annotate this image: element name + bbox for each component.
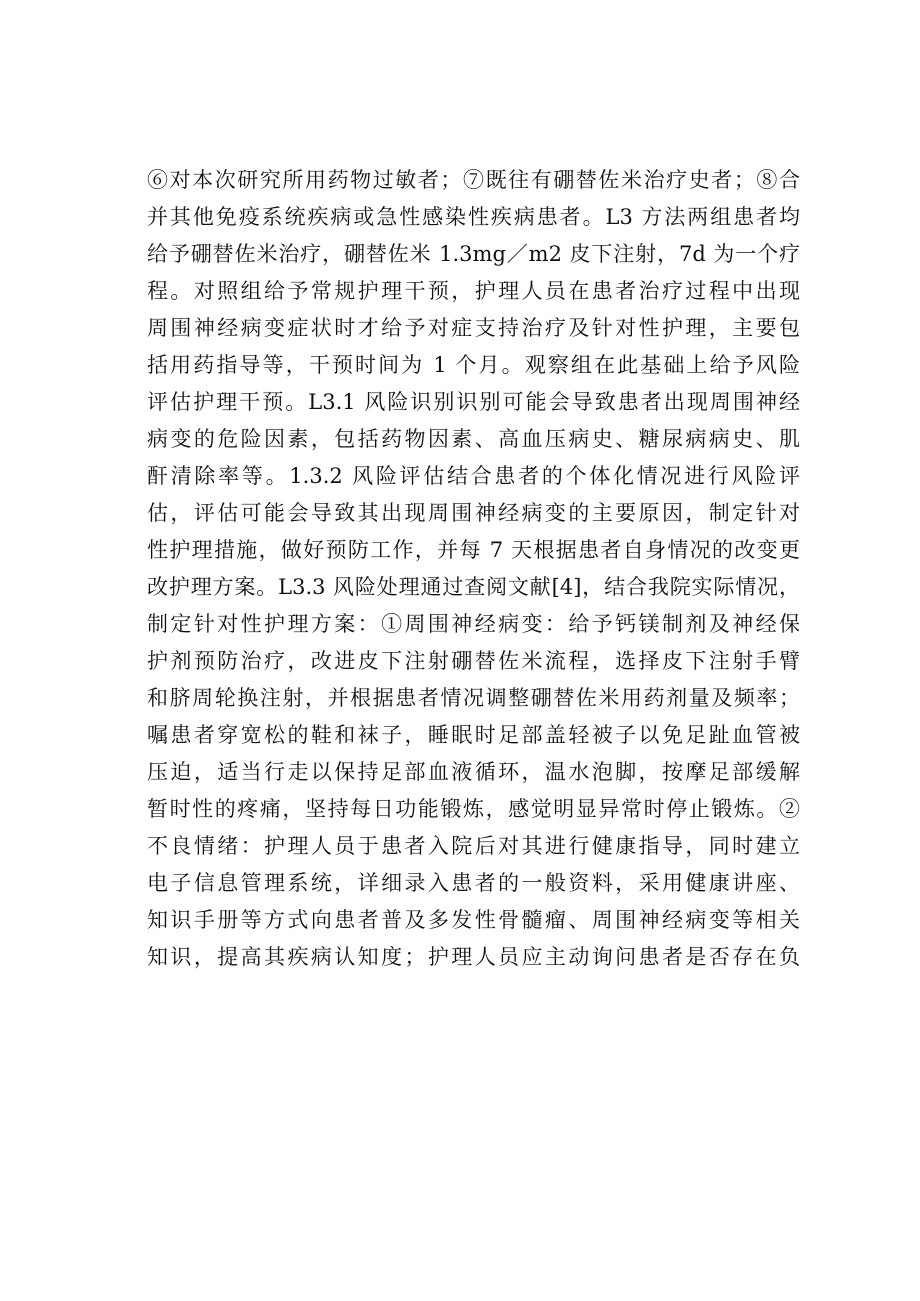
text-line: 并其他免疫系统疾病或急性感染性疾病患者。L3 方法两组患者均 (147, 205, 800, 229)
text-line: 制定针对性护理方案：①周围神经病变：给予钙镁制剂及神经保 (147, 612, 800, 636)
text-line: 性护理措施，做好预防工作，并每 7 天根据患者自身情况的改变更 (147, 538, 800, 562)
text-line: 和脐周轮换注射，并根据患者情况调整硼替佐米用药剂量及频率； (147, 686, 800, 710)
text-line: 知识，提高其疾病认知度；护理人员应主动询问患者是否存在负 (147, 945, 800, 969)
text-line: 周围神经病变症状时才给予对症支持治疗及针对性护理，主要包 (147, 316, 800, 340)
text-line: 括用药指导等，干预时间为 1 个月。观察组在此基础上给予风险 (147, 353, 800, 377)
text-line: 不良情绪：护理人员于患者入院后对其进行健康指导，同时建立 (147, 834, 800, 858)
text-line: ⑥对本次研究所用药物过敏者；⑦既往有硼替佐米治疗史者；⑧合 (147, 168, 800, 192)
text-line: 酐清除率等。1.3.2 风险评估结合患者的个体化情况进行风险评 (147, 464, 800, 488)
text-line: 程。对照组给予常规护理干预，护理人员在患者治疗过程中出现 (147, 279, 800, 303)
body-paragraph (147, 162, 800, 976)
text-line: 给予硼替佐米治疗，硼替佐米 1.3mg／m2 皮下注射，7d 为一个疗 (147, 242, 800, 266)
text-line: 病变的危险因素，包括药物因素、高血压病史、糖尿病病史、肌 (147, 427, 800, 451)
text-line: 评估护理干预。L3.1 风险识别识别可能会导致患者出现周围神经 (147, 390, 800, 414)
text-line: 压迫，适当行走以保持足部血液循环，温水泡脚，按摩足部缓解 (147, 760, 800, 784)
text-line: 暂时性的疼痛，坚持每日功能锻炼，感觉明显异常时停止锻炼。② (147, 797, 800, 821)
text-line: 电子信息管理系统，详细录入患者的一般资料，采用健康讲座、 (147, 871, 800, 895)
text-line: 知识手册等方式向患者普及多发性骨髓瘤、周围神经病变等相关 (147, 908, 800, 932)
text-line: 护剂预防治疗，改进皮下注射硼替佐米流程，选择皮下注射手臂 (147, 649, 800, 673)
text-line: 改护理方案。L3.3 风险处理通过查阅文献[4]，结合我院实际情况， (147, 575, 800, 599)
text-line: 嘱患者穿宽松的鞋和袜子，睡眠时足部盖轻被子以免足趾血管被 (147, 723, 800, 747)
text-line: 估，评估可能会导致其出现周围神经病变的主要原因，制定针对 (147, 501, 800, 525)
